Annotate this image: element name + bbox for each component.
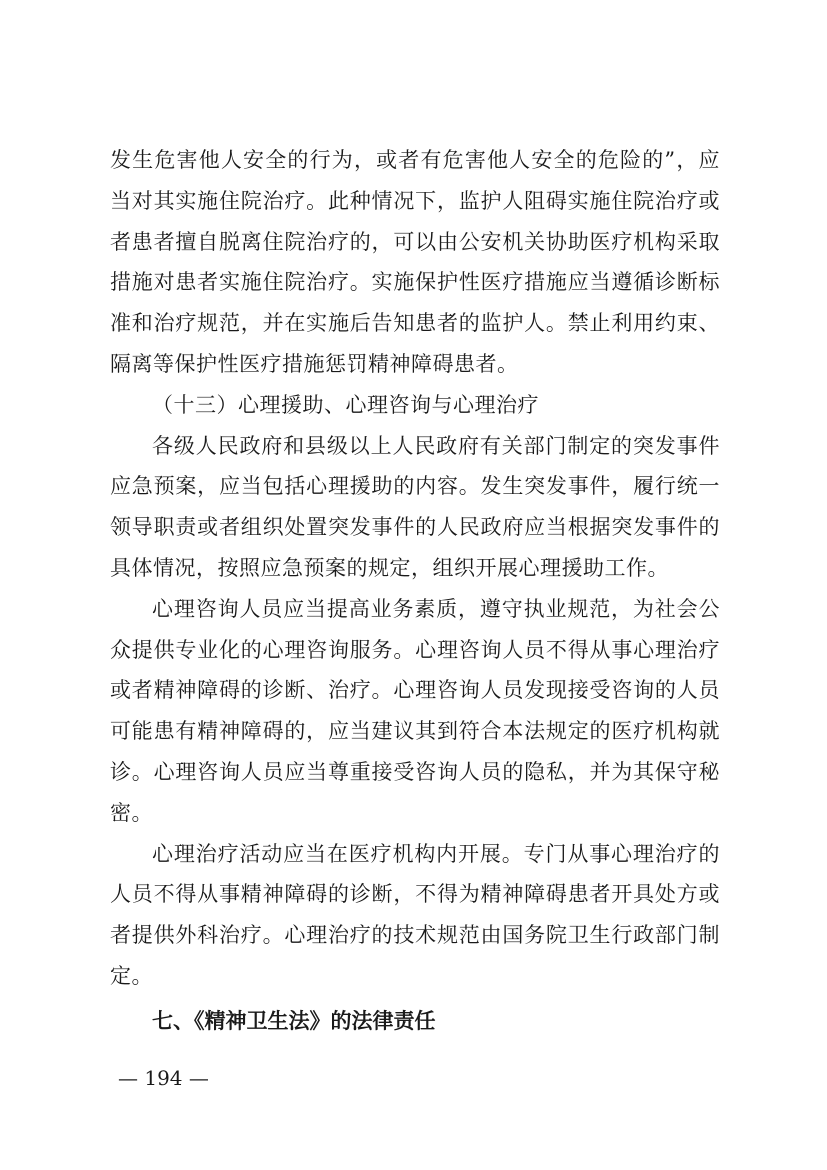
paragraph-emergency-psych-aid: 各级人民政府和县级以上人民政府有关部门制定的突发事件应急预案，应当包括心理援助的内容。发生突发事件，履行统一领导职责或者组织处置突发事件的人民政府应当根据突发事件的具体情况，按照应急预案的规定，组织开展心理援助工作。 [110, 433, 720, 580]
section-heading: 七、《精神卫生法》的法律责任 [152, 1008, 436, 1033]
paragraph-continuation: 发生危害他人安全的行为，或者有危害他人安全的危险的”，应当对其实施住院治疗。此种情况下，监护人阻碍实施住院治疗或者患者擅自脱离住院治疗的，可以由公安机关协助医疗机构采取措施对患者实施住院治疗。实施保护性医疗措施应当遵循诊断标准和治疗规范，并在实施后告知患者的监护人。禁止利用约束、隔离等保护性医疗措施惩罚精神障碍患者。 [110, 148, 720, 376]
document-body [110, 140, 720, 1042]
page-number: — 194 — [118, 1066, 209, 1090]
subsection-heading: （十三）心理援助、心理咨询与心理治疗 [152, 392, 539, 417]
paragraph-psych-therapy: 心理治疗活动应当在医疗机构内开展。专门从事心理治疗的人员不得从事精神障碍的诊断，不得为精神障碍患者开具处方或者提供外科治疗。心理治疗的技术规范由国务院卫生行政部门制定。 [110, 841, 720, 988]
paragraph-psych-counseling: 心理咨询人员应当提高业务素质，遵守执业规范，为社会公众提供专业化的心理咨询服务。心理咨询人员不得从事心理治疗或者精神障碍的诊断、治疗。心理咨询人员发现接受咨询的人员可能患有精神障碍的，应当建议其到符合本法规定的医疗机构就诊。心理咨询人员应当尊重接受咨询人员的隐私，并为其保守秘密。 [110, 596, 720, 825]
